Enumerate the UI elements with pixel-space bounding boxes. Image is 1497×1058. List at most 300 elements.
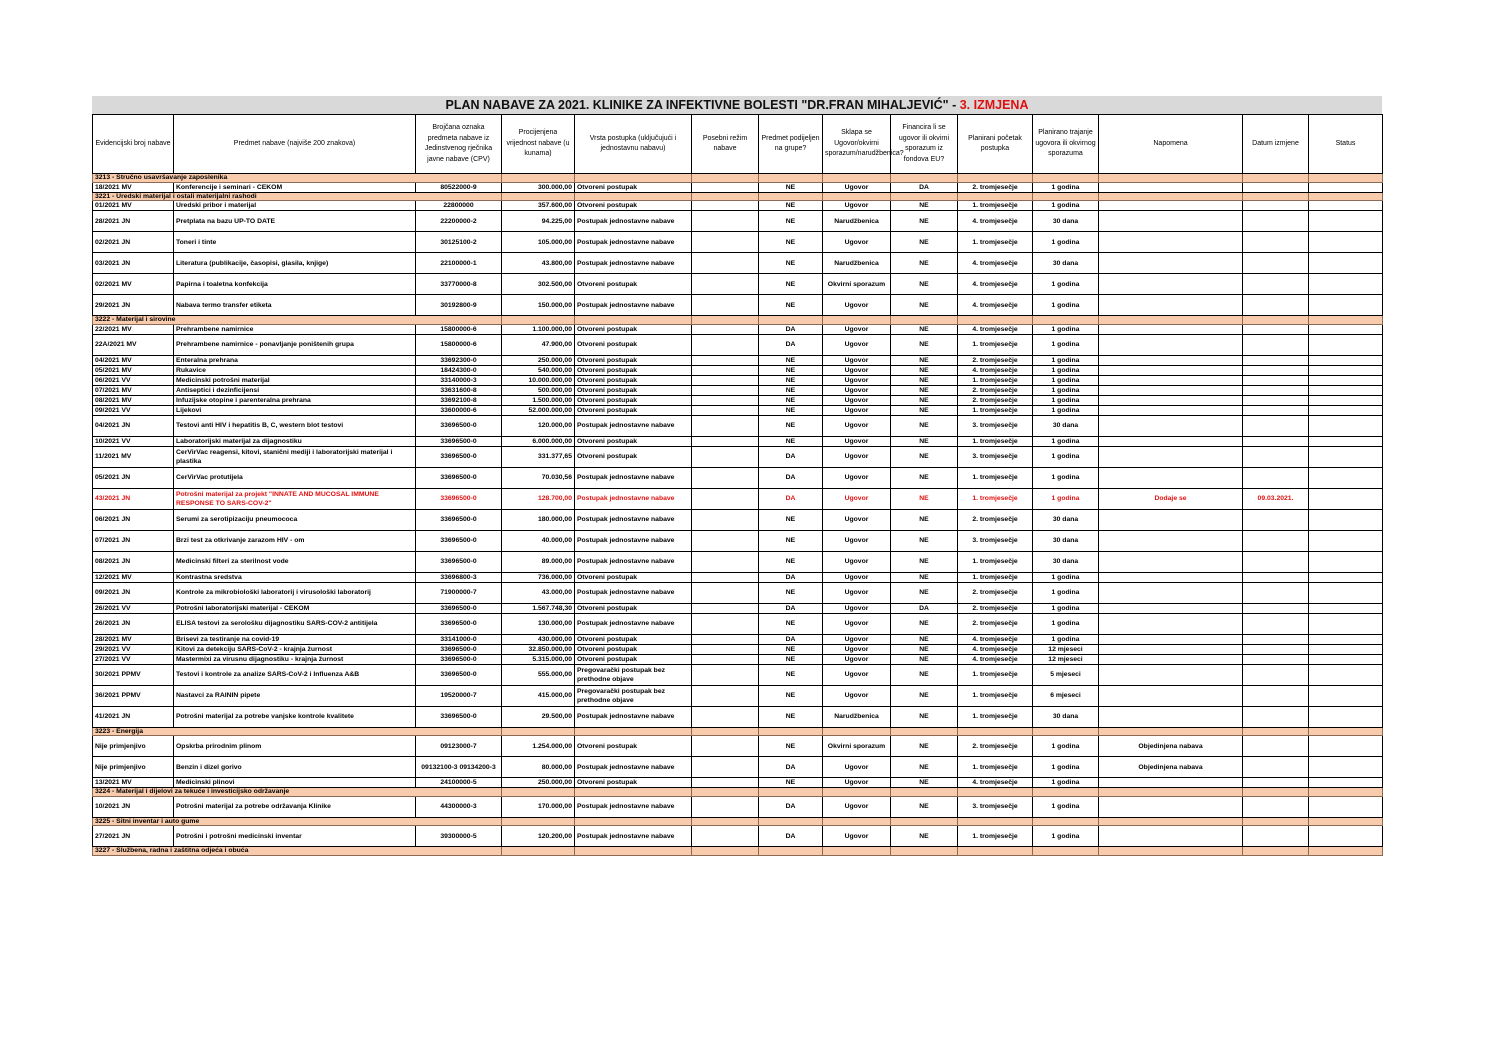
table-cell: NE: [891, 488, 958, 509]
table-cell: 1.500.000,00: [502, 395, 575, 405]
section-cell: [823, 192, 891, 201]
table-cell: Ugovor: [823, 664, 891, 685]
table-cell: 2. tromjesečje: [958, 509, 1033, 530]
table-cell: 4. tromjesečje: [958, 324, 1033, 334]
table-cell: [1243, 201, 1309, 211]
table-cell: 40.000,00: [502, 530, 575, 551]
table-cell: DA: [759, 324, 823, 334]
table-cell: [1243, 685, 1309, 706]
table-cell: [1309, 572, 1383, 582]
section-cell: [1033, 817, 1099, 826]
table-cell: Infuzijske otopine i parenteralna prehrana: [174, 395, 416, 405]
table-cell: [1243, 603, 1309, 613]
table-cell: 22800000: [416, 201, 502, 211]
section-cell: [692, 192, 759, 201]
table-cell: 33770000-8: [416, 274, 502, 295]
table-cell: DA: [891, 182, 958, 192]
table-cell: Postupak jednostavne nabave: [575, 295, 692, 316]
table-cell: 2. tromjesečje: [958, 613, 1033, 634]
table-cell: 415.000,00: [502, 685, 575, 706]
table-cell: 4. tromjesečje: [958, 295, 1033, 316]
section-cell: [759, 192, 823, 201]
table-cell: 30 dana: [1033, 211, 1099, 232]
table-cell: 2. tromjesečje: [958, 582, 1033, 603]
table-cell: CerVirVac protutijela: [174, 467, 416, 488]
table-cell: [1099, 572, 1243, 582]
table-cell: [1243, 211, 1309, 232]
table-cell: 1 godina: [1033, 201, 1099, 211]
table-cell: [692, 253, 759, 274]
table-row: [93, 446, 1383, 467]
table-cell: Ugovor: [823, 530, 891, 551]
table-cell: Nije primjenjivo: [93, 757, 174, 778]
table-cell: Literatura (publikacije, časopisi, glasila, knjige): [174, 253, 416, 274]
table-row: [93, 654, 1383, 664]
table-cell: 250.000,00: [502, 355, 575, 365]
section-cell: [891, 817, 958, 826]
table-cell: NE: [759, 211, 823, 232]
table-cell: DA: [759, 446, 823, 467]
table-cell: 5.315.000,00: [502, 654, 575, 664]
table-cell: [1309, 201, 1383, 211]
table-cell: [1309, 365, 1383, 375]
table-cell: [1243, 436, 1309, 446]
table-row: [93, 530, 1383, 551]
section-row: [93, 817, 1383, 826]
table-cell: 302.500,00: [502, 274, 575, 295]
table-cell: 01/2021 MV: [93, 201, 174, 211]
table-cell: 27/2021 JN: [93, 826, 174, 847]
column-header: Brojčana oznaka predmeta nabave iz Jedinstvenog rječnika javne nabave (CPV): [416, 115, 502, 174]
table-cell: [692, 274, 759, 295]
table-cell: 27/2021 VV: [93, 654, 174, 664]
table-cell: Otvoreni postupak: [575, 446, 692, 467]
table-cell: 41/2021 JN: [93, 706, 174, 727]
table-cell: NE: [891, 664, 958, 685]
table-cell: 04/2021 MV: [93, 355, 174, 365]
table-cell: 09132100-3 09134200-3: [416, 757, 502, 778]
table-cell: Potrošni laboratorijski materijal - CEKOM: [174, 603, 416, 613]
table-row: [93, 232, 1383, 253]
table-cell: [1243, 334, 1309, 355]
table-row: [93, 182, 1383, 192]
table-cell: Otvoreni postupak: [575, 436, 692, 446]
table-cell: 1 godina: [1033, 182, 1099, 192]
table-cell: 2. tromjesečje: [958, 355, 1033, 365]
section-label: 3225 - Sitni inventar i auto gume: [93, 817, 502, 826]
table-cell: [692, 685, 759, 706]
table-cell: Benzin i dizel gorivo: [174, 757, 416, 778]
table-cell: [1309, 488, 1383, 509]
table-cell: 10/2021 VV: [93, 436, 174, 446]
table-cell: 33696500-0: [416, 551, 502, 572]
table-cell: 1. tromjesečje: [958, 334, 1033, 355]
table-cell: 170.000,00: [502, 796, 575, 817]
table-cell: Ugovor: [823, 551, 891, 572]
table-cell: 09123000-7: [416, 736, 502, 757]
table-cell: 30 dana: [1033, 706, 1099, 727]
table-cell: [1243, 395, 1309, 405]
table-cell: Otvoreni postupak: [575, 274, 692, 295]
table-cell: NE: [891, 778, 958, 788]
section-cell: [891, 174, 958, 183]
table-cell: NE: [759, 365, 823, 375]
table-cell: Ugovor: [823, 467, 891, 488]
table-cell: [692, 613, 759, 634]
table-cell: 15800000-6: [416, 334, 502, 355]
section-cell: [1033, 727, 1099, 736]
table-cell: 33600000-6: [416, 405, 502, 415]
table-cell: [692, 644, 759, 654]
table-cell: Ugovor: [823, 685, 891, 706]
table-cell: NE: [759, 395, 823, 405]
table-cell: 18/2021 MV: [93, 182, 174, 192]
table-cell: Otvoreni postupak: [575, 572, 692, 582]
section-cell: [891, 192, 958, 201]
table-body: [93, 174, 1383, 856]
section-cell: [823, 174, 891, 183]
table-cell: [1309, 232, 1383, 253]
section-cell: [958, 788, 1033, 797]
table-cell: NE: [891, 211, 958, 232]
table-cell: [1309, 778, 1383, 788]
section-cell: [575, 727, 692, 736]
table-cell: Kontrole za mikrobiološki laboratorij i virusološki laboratorij: [174, 582, 416, 603]
table-cell: 3. tromjesečje: [958, 530, 1033, 551]
table-cell: 08/2021 JN: [93, 551, 174, 572]
table-cell: NE: [891, 551, 958, 572]
section-cell: [1309, 847, 1383, 856]
table-cell: [1243, 274, 1309, 295]
section-row: [93, 847, 1383, 856]
table-cell: NE: [759, 405, 823, 415]
table-cell: 1. tromjesečje: [958, 467, 1033, 488]
column-header: Datum izmjene: [1243, 115, 1309, 174]
table-cell: NE: [891, 582, 958, 603]
table-cell: [1099, 436, 1243, 446]
table-cell: [1243, 415, 1309, 436]
table-cell: Ugovor: [823, 436, 891, 446]
table-cell: NE: [891, 634, 958, 644]
table-cell: 71900000-7: [416, 582, 502, 603]
table-row: [93, 436, 1383, 446]
section-row: [93, 316, 1383, 325]
table-cell: 1 godina: [1033, 488, 1099, 509]
table-row: [93, 365, 1383, 375]
table-row: [93, 685, 1383, 706]
table-cell: 105.000,00: [502, 232, 575, 253]
table-row: [93, 253, 1383, 274]
table-cell: NE: [891, 572, 958, 582]
table-cell: [1243, 826, 1309, 847]
table-cell: Testovi i kontrole za analize SARS-CoV-2 i Influenza A&B: [174, 664, 416, 685]
table-cell: 33696500-0: [416, 644, 502, 654]
table-cell: Ugovor: [823, 405, 891, 415]
table-cell: 1. tromjesečje: [958, 375, 1033, 385]
table-row: [93, 467, 1383, 488]
section-cell: [759, 316, 823, 325]
table-row: [93, 274, 1383, 295]
table-cell: 80.000,00: [502, 757, 575, 778]
table-cell: Otvoreni postupak: [575, 365, 692, 375]
table-cell: 1 godina: [1033, 826, 1099, 847]
table-cell: Otvoreni postupak: [575, 182, 692, 192]
table-cell: Ugovor: [823, 796, 891, 817]
table-cell: 30 dana: [1033, 253, 1099, 274]
section-label: 3223 - Energija: [93, 727, 502, 736]
table-cell: 33140000-3: [416, 375, 502, 385]
section-cell: [1099, 817, 1243, 826]
section-cell: [692, 174, 759, 183]
table-cell: 36/2021 PPMV: [93, 685, 174, 706]
table-cell: [692, 736, 759, 757]
table-cell: NE: [891, 467, 958, 488]
table-cell: Otvoreni postupak: [575, 385, 692, 395]
section-cell: [823, 727, 891, 736]
table-cell: [1309, 355, 1383, 365]
table-row: [93, 826, 1383, 847]
table-cell: [1099, 232, 1243, 253]
table-cell: 1 godina: [1033, 375, 1099, 385]
table-cell: Ugovor: [823, 778, 891, 788]
table-cell: [1099, 324, 1243, 334]
table-cell: [1309, 334, 1383, 355]
table-cell: Postupak jednostavne nabave: [575, 415, 692, 436]
page-title: [92, 96, 1382, 114]
table-cell: 03/2021 JN: [93, 253, 174, 274]
table-cell: 39300000-5: [416, 826, 502, 847]
table-cell: [1243, 253, 1309, 274]
table-cell: Postupak jednostavne nabave: [575, 232, 692, 253]
table-row: [93, 385, 1383, 395]
table-cell: Postupak jednostavne nabave: [575, 253, 692, 274]
table-cell: 26/2021 JN: [93, 613, 174, 634]
table-cell: 44300000-3: [416, 796, 502, 817]
table-cell: 33696500-0: [416, 488, 502, 509]
table-cell: 33696500-0: [416, 613, 502, 634]
table-cell: 07/2021 JN: [93, 530, 174, 551]
table-row: [93, 736, 1383, 757]
table-cell: 1 godina: [1033, 446, 1099, 467]
table-cell: Otvoreni postupak: [575, 324, 692, 334]
table-cell: NE: [891, 530, 958, 551]
table-cell: [1309, 757, 1383, 778]
table-cell: Enteralna prehrana: [174, 355, 416, 365]
table-cell: 1 godina: [1033, 603, 1099, 613]
table-row: [93, 634, 1383, 644]
table-cell: 1 godina: [1033, 295, 1099, 316]
table-cell: 2. tromjesečje: [958, 395, 1033, 405]
table-cell: [692, 509, 759, 530]
table-cell: 430.000,00: [502, 634, 575, 644]
column-header: Vrsta postupka (uključujući i jednostavnu nabavu): [575, 115, 692, 174]
table-cell: Ugovor: [823, 826, 891, 847]
table-cell: 1 godina: [1033, 405, 1099, 415]
table-cell: 4. tromjesečje: [958, 644, 1033, 654]
table-cell: [1099, 509, 1243, 530]
table-cell: 29/2021 VV: [93, 644, 174, 654]
table-cell: 120.200,00: [502, 826, 575, 847]
table-cell: 1. tromjesečje: [958, 405, 1033, 415]
table-row: [93, 644, 1383, 654]
table-cell: [692, 664, 759, 685]
table-cell: [692, 634, 759, 644]
section-cell: [1309, 788, 1383, 797]
section-cell: [891, 788, 958, 797]
section-cell: [1099, 847, 1243, 856]
table-cell: [1099, 778, 1243, 788]
table-cell: [1099, 603, 1243, 613]
table-cell: 02/2021 JN: [93, 232, 174, 253]
table-cell: Narudžbenica: [823, 253, 891, 274]
table-cell: [1309, 436, 1383, 446]
table-cell: 1.100.000,00: [502, 324, 575, 334]
section-label: 3213 - Stručno usavršavanje zaposlenika: [93, 174, 502, 183]
table-cell: NE: [891, 446, 958, 467]
table-cell: 2. tromjesečje: [958, 385, 1033, 395]
table-cell: 1 godina: [1033, 324, 1099, 334]
table-cell: Ugovor: [823, 415, 891, 436]
table-cell: Ugovor: [823, 603, 891, 613]
table-cell: 22/2021 MV: [93, 324, 174, 334]
table-cell: [1099, 405, 1243, 415]
table-cell: 4. tromjesečje: [958, 253, 1033, 274]
table-cell: NE: [891, 395, 958, 405]
procurement-plan-sheet: [92, 96, 1382, 856]
table-cell: [1243, 509, 1309, 530]
table-cell: [692, 603, 759, 613]
column-header: Predmet podijeljen na grupe?: [759, 115, 823, 174]
section-cell: [1243, 817, 1309, 826]
table-cell: [1309, 415, 1383, 436]
table-cell: Opskrba prirodnim plinom: [174, 736, 416, 757]
table-cell: Otvoreni postupak: [575, 405, 692, 415]
table-cell: [692, 232, 759, 253]
table-cell: [1099, 664, 1243, 685]
table-cell: 500.000,00: [502, 385, 575, 395]
table-cell: [692, 211, 759, 232]
table-cell: Otvoreni postupak: [575, 634, 692, 644]
table-cell: [1309, 375, 1383, 385]
table-cell: [692, 365, 759, 375]
table-cell: Ugovor: [823, 582, 891, 603]
table-cell: 24100000-5: [416, 778, 502, 788]
table-cell: 1.567.748,30: [502, 603, 575, 613]
section-cell: [759, 727, 823, 736]
table-cell: Otvoreni postupak: [575, 654, 692, 664]
table-cell: 07/2021 MV: [93, 385, 174, 395]
table-cell: 12 mjeseci: [1033, 654, 1099, 664]
table-cell: [1243, 446, 1309, 467]
table-cell: [1309, 467, 1383, 488]
table-cell: [1309, 582, 1383, 603]
table-cell: [1099, 685, 1243, 706]
table-cell: 331.377,65: [502, 446, 575, 467]
table-cell: [1309, 274, 1383, 295]
table-cell: [1243, 355, 1309, 365]
table-cell: 33696500-0: [416, 446, 502, 467]
table-cell: [1309, 613, 1383, 634]
table-cell: [1243, 365, 1309, 375]
table-cell: [1309, 736, 1383, 757]
table-cell: Ugovor: [823, 334, 891, 355]
table-cell: 30 dana: [1033, 530, 1099, 551]
table-cell: [692, 796, 759, 817]
table-cell: Prehrambene namirnice - ponavljanje poništenih grupa: [174, 334, 416, 355]
table-cell: 05/2021 MV: [93, 365, 174, 375]
table-cell: 4. tromjesečje: [958, 634, 1033, 644]
table-cell: Okvirni sporazum: [823, 274, 891, 295]
table-cell: NE: [759, 664, 823, 685]
table-cell: [1243, 706, 1309, 727]
table-cell: [1243, 736, 1309, 757]
section-cell: [823, 817, 891, 826]
section-label: 3227 - Službena, radna i zaštitna odjeća i obuća: [93, 847, 502, 856]
table-cell: 18424300-0: [416, 365, 502, 375]
table-cell: [692, 436, 759, 446]
table-cell: [692, 582, 759, 603]
table-cell: NE: [759, 778, 823, 788]
table-cell: [1099, 295, 1243, 316]
table-cell: [1243, 654, 1309, 664]
table-cell: [1309, 654, 1383, 664]
section-cell: [1033, 174, 1099, 183]
table-cell: Ugovor: [823, 644, 891, 654]
table-cell: [692, 778, 759, 788]
section-cell: [692, 788, 759, 797]
table-cell: DA: [759, 603, 823, 613]
table-cell: [1099, 201, 1243, 211]
table-cell: 1. tromjesečje: [958, 572, 1033, 582]
column-header: Napomena: [1099, 115, 1243, 174]
table-cell: Postupak jednostavne nabave: [575, 613, 692, 634]
section-cell: [1309, 192, 1383, 201]
table-row: [93, 796, 1383, 817]
table-cell: [1099, 796, 1243, 817]
table-cell: 1 godina: [1033, 355, 1099, 365]
table-cell: 28/2021 MV: [93, 634, 174, 644]
table-cell: Kontrastna sredstva: [174, 572, 416, 582]
table-cell: 1. tromjesečje: [958, 201, 1033, 211]
table-cell: [1309, 796, 1383, 817]
table-cell: 33692300-0: [416, 355, 502, 365]
table-cell: [1099, 654, 1243, 664]
table-cell: [1099, 355, 1243, 365]
table-cell: NE: [891, 355, 958, 365]
section-cell: [1099, 727, 1243, 736]
table-cell: DA: [891, 603, 958, 613]
table-cell: NE: [759, 253, 823, 274]
section-row: [93, 727, 1383, 736]
table-cell: 10/2021 JN: [93, 796, 174, 817]
table-row: [93, 334, 1383, 355]
table-cell: Prehrambene namirnice: [174, 324, 416, 334]
table-cell: Uredski pribor i materijal: [174, 201, 416, 211]
table-cell: [1243, 405, 1309, 415]
table-cell: 1. tromjesečje: [958, 826, 1033, 847]
table-cell: [1099, 334, 1243, 355]
table-cell: 09/2021 JN: [93, 582, 174, 603]
table-cell: Medicinski potrošni materijal: [174, 375, 416, 385]
table-cell: [1309, 634, 1383, 644]
table-cell: Narudžbenica: [823, 211, 891, 232]
table-cell: NE: [759, 509, 823, 530]
table-row: [93, 324, 1383, 334]
table-cell: Ugovor: [823, 201, 891, 211]
table-row: [93, 706, 1383, 727]
table-row: [93, 757, 1383, 778]
column-header: Procijenjena vrijednost nabave (u kunama): [502, 115, 575, 174]
